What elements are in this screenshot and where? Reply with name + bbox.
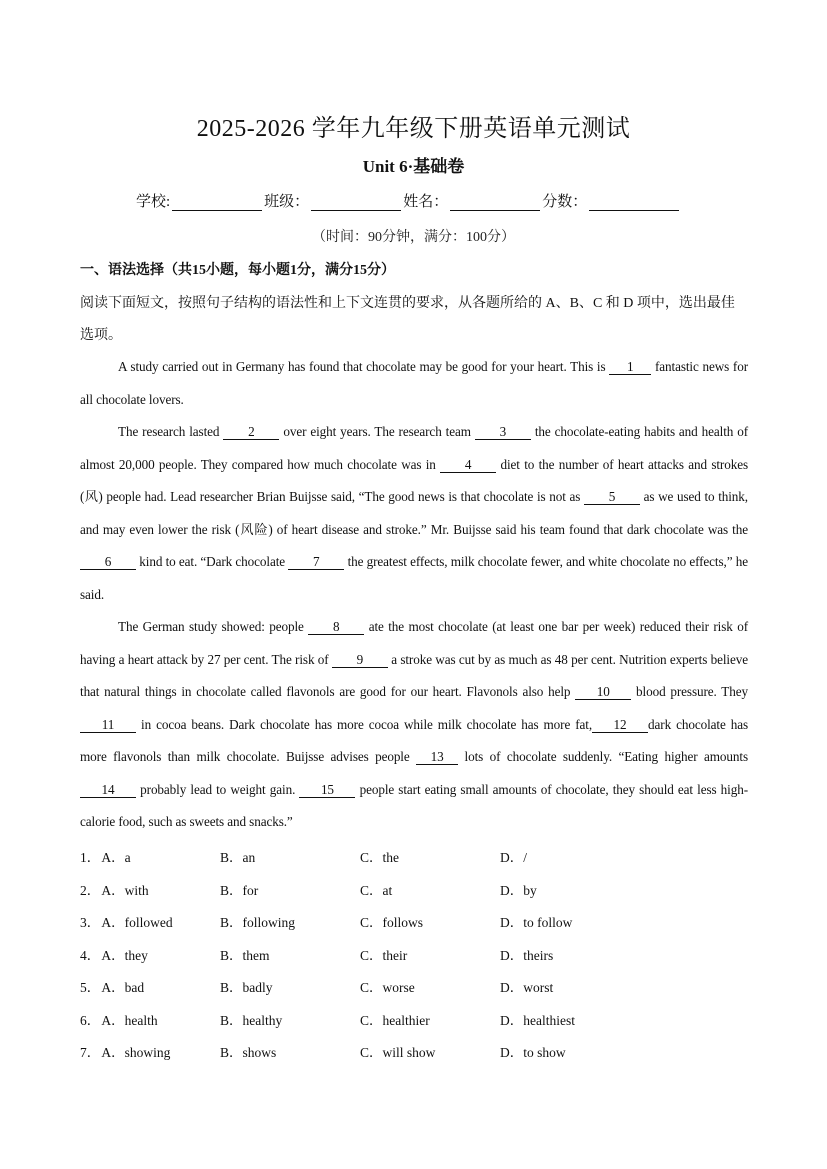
passage-text: The research lasted [118, 424, 220, 439]
score-field[interactable] [589, 194, 679, 211]
exam-title: 2025-2026 学年九年级下册英语单元测试 [196, 116, 631, 142]
passage-text: dark chocolate has more flavonols than milk chocolate. Buijsse advises people [80, 716, 748, 764]
blank-4: 4 [440, 458, 496, 473]
blank-2: 2 [223, 425, 279, 440]
blank-15: 15 [299, 783, 355, 798]
passage-text: kind to eat. “Dark chocolate [139, 554, 286, 569]
exam-subtitle: Unit 6·基础卷 [362, 157, 465, 176]
option-a[interactable]: A．a [101, 850, 131, 866]
passage-text: the chocolate-eating habits and health of almost 20,000 people. They compared how much chocolate was in [80, 424, 748, 472]
option-b[interactable]: B．shows [220, 1045, 277, 1061]
class-field[interactable] [311, 194, 401, 211]
option-c[interactable]: C．will show [360, 1045, 436, 1061]
option-d[interactable]: D．by [500, 882, 537, 898]
question-number: 1． [80, 850, 101, 866]
blank-10: 10 [575, 685, 631, 700]
question-number: 5． [80, 980, 101, 996]
passage-text: a stroke was cut by as much as 48 per cent. Nutrition experts believe that natural things in chocolate called flavonols are good for our heart. Flavonols also help [80, 651, 748, 699]
option-d[interactable]: D．to show [500, 1045, 566, 1061]
reading-passage [80, 351, 748, 839]
passage-text: as we used to think, and may even lower the risk (风险) of heart disease and stroke.” Mr. Buijsse said his team found that dark chocolate was the [80, 489, 748, 537]
option-c[interactable]: C．their [360, 947, 408, 963]
passage-text: people start eating small amounts of chocolate, they should eat less high-calorie food, such as sweets and snacks.” [80, 781, 748, 829]
student-info-row [136, 190, 696, 211]
question-row [80, 840, 640, 873]
blank-5: 5 [584, 490, 640, 505]
name-label: 姓名： [403, 194, 449, 210]
option-c[interactable]: C．the [360, 850, 399, 866]
question-row [80, 873, 640, 906]
passage-text: ate the most chocolate (at least one bar per week) reduced their risk of having a heart attack by 27 per cent. The risk of [80, 619, 748, 667]
option-a[interactable]: A．they [101, 947, 148, 963]
question-options [80, 840, 640, 1068]
option-a[interactable]: A．health [101, 1012, 158, 1028]
exam-timing: （时间：90分钟，满分：100分） [312, 230, 515, 245]
question-number: 6． [80, 1012, 101, 1028]
blank-3: 3 [475, 425, 531, 440]
blank-6: 6 [80, 555, 136, 570]
question-row [80, 905, 640, 938]
class-label: 班级： [264, 194, 310, 210]
option-b[interactable]: B．for [220, 882, 259, 898]
blank-9: 9 [332, 653, 388, 668]
option-b[interactable]: B．following [220, 915, 296, 931]
question-number: 4． [80, 947, 101, 963]
question-row [80, 1035, 640, 1068]
passage-paragraph [80, 416, 748, 611]
question-row [80, 970, 640, 1003]
option-b[interactable]: B．them [220, 947, 270, 963]
option-a[interactable]: A．with [101, 882, 149, 898]
passage-text: lots of chocolate suddenly. “Eating higher amounts [464, 749, 748, 764]
passage-text: in cocoa beans. Dark chocolate has more cocoa while milk chocolate has more fat, [141, 716, 593, 732]
option-d[interactable]: D．to follow [500, 915, 573, 931]
blank-1: 1 [609, 360, 651, 375]
passage-text: A study carried out in Germany has found that chocolate may be good for your heart. This is [118, 359, 606, 374]
option-c[interactable]: C．worse [360, 980, 415, 996]
question-row [80, 1003, 640, 1036]
passage-text: The German study showed: people [118, 619, 304, 634]
question-number: 2． [80, 882, 101, 898]
option-c[interactable]: C．follows [360, 915, 424, 931]
option-d[interactable]: D．worst [500, 980, 554, 996]
name-field[interactable] [450, 194, 540, 211]
passage-text: diet to the number of heart attacks and strokes (风) people had. Lead researcher Brian Buijsse said, “The good news is that chocolate is not as [80, 456, 749, 504]
blank-12: 12 [592, 718, 648, 733]
passage-text: probably lead to weight gain. [140, 781, 296, 797]
passage-text: the greatest effects, milk chocolate fewer, and white chocolate no effects,” he said. [80, 554, 748, 602]
school-field[interactable] [172, 194, 262, 211]
blank-7: 7 [288, 555, 344, 570]
option-a[interactable]: A．followed [101, 915, 173, 931]
option-d[interactable]: D．theirs [500, 947, 554, 963]
option-d[interactable]: D．healthiest [500, 1012, 575, 1028]
passage-paragraph [80, 611, 748, 839]
section-heading: 一、语法选择（共15小题，每小题1分，满分15分） [80, 263, 395, 278]
passage-text: blood pressure. They [636, 684, 748, 699]
option-b[interactable]: B．badly [220, 980, 273, 996]
option-b[interactable]: B．an [220, 850, 256, 866]
blank-13: 13 [416, 750, 458, 765]
option-d[interactable]: D．/ [500, 850, 527, 866]
option-c[interactable]: C．at [360, 882, 393, 898]
score-label: 分数： [542, 194, 588, 210]
question-number: 3． [80, 915, 101, 931]
option-a[interactable]: A．showing [101, 1045, 171, 1061]
option-b[interactable]: B．healthy [220, 1012, 283, 1028]
section-instructions: 阅读下面短文，按照句子结构的语法性和上下文连贯的要求，从各题所给的 A、B、C 和 D 项中，选出最佳选项。 [80, 296, 735, 343]
blank-11: 11 [80, 718, 136, 733]
option-c[interactable]: C．healthier [360, 1012, 430, 1028]
passage-text: over eight years. The research team [283, 424, 471, 439]
question-row [80, 938, 640, 971]
passage-paragraph [80, 351, 748, 416]
passage-text: fantastic news for all chocolate lovers. [80, 359, 748, 407]
question-number: 7． [80, 1045, 101, 1061]
school-label: 学校: [136, 194, 171, 210]
blank-14: 14 [80, 783, 136, 798]
blank-8: 8 [308, 620, 364, 635]
option-a[interactable]: A．bad [101, 980, 145, 996]
